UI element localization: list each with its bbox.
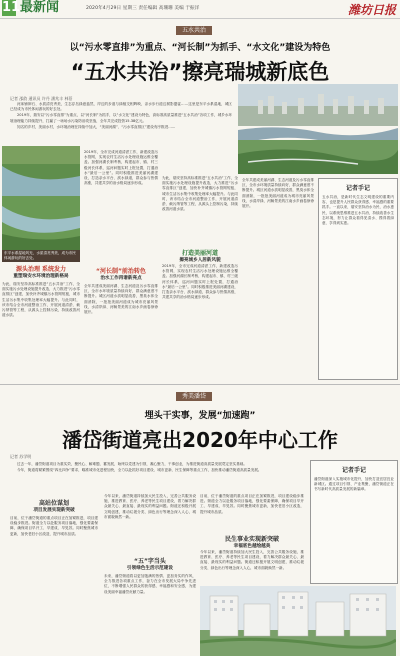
date-line: 2020年4月29日 星期三 责任编辑 高珊珊 美编 于振洋 <box>86 6 200 11</box>
story1-subhead1-title: 源头治理 系统发力 <box>15 266 67 273</box>
story1-subhead1-sub: 重塑瑞安水环境治理新格局 <box>13 274 69 279</box>
story1-col4-text: 全年共建成美丽河湖、生态河道及污水零直排区，全市水环境质量持续向好，群众满意度不断提升。城区河道水质明显改善，黑臭水体全面消除，一批批美丽河道成为城市亮丽风景线，水清岸绿、河畅景美的江南水乡画卷徐徐展开。 <box>242 178 314 209</box>
story2-subhead3-title: 民生事业实现新突破 <box>224 536 279 543</box>
story1-photo-city-river <box>238 84 398 174</box>
story2-lead2: 今年，街道将紧紧围绕“四比四争”要求，瞄准城市化进程加快，全力以赴抓好项目建设、城市更新、民生保障等重点工作，加快推动潘岱街道高质量发展。 <box>17 468 262 473</box>
story2-subhead1-sub: 项目发展实现新突破 <box>33 508 75 513</box>
story1-byline: 记者 邵韵 通讯员 许丹 潘兆丰 林蓓 <box>10 96 73 101</box>
story2-col2b-text: 未来，潘岱街道将以更加饱满的热情、更加务实的作风，全力推进各项重点工作，奋力在全市发展大局中争先进位，不断增强人民群众的获得感、幸福感和安全感，为建设美丽幸福潘岱贡献力量。 <box>104 574 196 594</box>
story1-sidebar <box>318 178 398 380</box>
story1-headline: “五水共治”擦亮瑞城新底色 <box>70 60 330 84</box>
story2-col3b-text: 今年以来，潘岱街道持续加大民生投入，完善公共服务设施，推进教育、医疗、养老等民生项目建设，着力解决群众最关心、最直接、最现实的利益问题。街道还积极开展文明创建，推动垃圾分类、绿色出行等理念深入人心，城市面貌焕然一新。 <box>200 550 304 570</box>
story1-subhead2 <box>84 266 158 281</box>
story1-col2b-text: 全年共建成美丽河湖、生态河道及污水零直排区，全市水环境质量持续向好，群众满意度不断提升。城区河道水质明显改善，黑臭水体全面消除，一批批美丽河道成为城市亮丽风景线，水清岸绿、河畅景美的江南水乡画卷徐徐展开。 <box>84 284 158 315</box>
story1-subhead2-sub: 治水工作再谱新亮点 <box>100 276 142 281</box>
page-header <box>0 0 400 19</box>
story2-sidebar <box>310 460 398 584</box>
story2-col3-text: 目前，位于潘岱街道的重点项目正在加紧推进，项目建设稳步推进。街道全力以赴服务项目落地，强化要素保障，确保项目早开工、早建成、早见效。同时聚焦城市更新，加快老旧小区改造，提升城市品质。 <box>200 494 304 514</box>
story2-subhead1 <box>10 498 98 513</box>
story2-sidebar-title: 记者手记 <box>341 467 366 474</box>
story1-col2-text: 2019年，全市完成河道清淤工作，新建改造污水管网，实现农村生活污水处理设施运维全覆盖。加强河湖长制考核，构建起市、镇、村三级河长体系，巡河问题实时上报处置，打通治水“最后一公里”。同时积极推进美丽河湖建设，打造亲水平台、滨水绿道，群众参与热情高涨，共建共享的治水格局逐步形成。 <box>84 150 158 186</box>
story1-col1-text: 为此，瑞安坚持高标准推进“五水共治”工作，全面实施污水处理设施提升改造，大力推进“污水零直排区”创建，加快补齐城镇污水管网短板，城市生活污水集中收集处理率大幅提升。与此同时，该市结合全市河道整治工作，开展河道清淤、截污纳管等工程，从源头上控制污染，持续改善河道水质。 <box>2 282 80 318</box>
story1-subhead1 <box>2 264 80 279</box>
story1-sidebar-text: 五水共治，是新时代生态文明建设的重要内容，也是提升人民群众获得感、幸福感的重要抓手。一直以来，瑞安坚持治水为民、治水惠民，以系统思维推进五水共治，持续改善水生态环境，努力让群众看得见清水、摸得着绿意、享得到实惠。 <box>322 195 394 226</box>
story1-photo-wetland <box>2 196 80 250</box>
masthead-logo: 潍坊日报 <box>347 3 396 17</box>
story1-kicker: 以“污水零直排”为重点、“河长制”为抓手、“水文化”建设为特色 <box>69 43 331 53</box>
story1-lead: 河床铺卵石、水质清亮秀美，生态浮岛绿意盎然，岸边的步道与绿植交相辉映，亲水步行道边树影婆娑……这里是东平水系湿地，城区已经成为市民休闲游玩的好去处。 <box>10 102 232 112</box>
story2-subhead2-title: “五”字当头 <box>134 558 166 565</box>
section-divider <box>0 384 400 385</box>
story2-sidebar-text: 潘岱街道深入实施城市化提升，加快打造宜居宜业新城区。通过项目引领、产业集聚，潘岱街道正在书写新时代高质量发展的新篇章。 <box>314 477 394 492</box>
story1-col3b-text: 2019年，全市完成河道清淤工作，新建改造污水管网，实现农村生活污水处理设施运维全覆盖。加强河湖长制考核，构建起市、镇、村三级河长体系，巡河问题实时上报处置，打通治水“最后一公里”。同时积极推进美丽河湖建设，打造亲水平台、滨水绿道，群众参与热情高涨，共建共享的治水格局逐步形成。 <box>162 264 238 300</box>
story2-subhead3-sub: 幸福底色越绘越美 <box>233 544 271 549</box>
page-number: 11 <box>2 0 21 15</box>
story2-kicker: 埋头干实事，发展“加速跑” <box>144 411 256 421</box>
story1-col3-text: 为此，瑞安坚持高标准推进“五水共治”工作，全面实施污水处理设施提升改造，大力推进“污水零直排区”创建，加快补齐城镇污水管网短板，城市生活污水集中收集处理率大幅提升。与此同时，该市结合全市河道整治工作，开展河道清淤、截污纳管等工程，从源头上控制污染，持续改善河道水质。 <box>162 176 238 212</box>
story1-sidebar-title: 记者手记 <box>345 185 370 192</box>
story1-subhead3 <box>162 248 238 263</box>
section-name: 最新闻 <box>20 0 60 15</box>
story1-subhead3-title: 打造美丽河道 <box>181 250 218 257</box>
story2-headline: 潘岱街道亮出2020年中心工作 <box>62 428 338 452</box>
story2-lead-block <box>10 462 306 488</box>
story2-photo-buildings <box>200 586 396 656</box>
story2-subhead3 <box>200 534 304 549</box>
story2-subhead1-title: 高站位谋划 <box>38 500 69 507</box>
story1-lead3: 知名的乡村，美丽水村，水环境治理在持续中加大，“美丽河湖”、“污水零直排区”建设有序推进…… <box>17 124 176 129</box>
story2-col2-text: 今年以来，潘岱街道持续加大民生投入，完善公共服务设施，推进教育、医疗、养老等民生项目建设，着力解决群众最关心、最直接、最现实的利益问题。街道还积极开展文明创建，推动垃圾分类、绿色出行等理念深入人心，城市面貌焕然一新。 <box>104 494 196 519</box>
story1-subhead2-title: “河长制”前治转色 <box>96 268 146 275</box>
story2-lead: 过去一年，潘岱街道项目为重实效，聚民心、解难题、蓄发展，始终以党建为引领，凝心聚力，干事创业，为推进街道高质量发展奠定坚实基础。 <box>17 462 247 466</box>
story1-lead-block <box>10 102 232 148</box>
story2-subhead2 <box>104 556 196 571</box>
story2-col1-text: 目前，位于潘岱街道的重点项目正在加紧推进，项目建设稳步推进。街道全力以赴服务项目落地，强化要素保障，确保项目早开工、早建成、早见效。同时聚焦城市更新，加快老旧小区改造，提升城市品质。 <box>10 516 98 536</box>
story2-byline: 记者 苏学明 <box>10 454 32 459</box>
story1-lead2: 2019年，瑞安以“污水零直排”为重点，以“河长制”为抓手，以“水文化”建设为特色，高标准高质量推进“五水共治”各项工作，城乡水环境治理能力持续提升，打赢了一场场水污染防治攻坚战，全年共完成投资15.38亿元。 <box>10 113 232 123</box>
story2-subhead2-sub: 引领绿色生活示范建设 <box>127 566 173 571</box>
story1-subhead3-sub: 擦亮城乡人居新风貌 <box>179 258 221 263</box>
story1-tag: 五水共治 <box>176 26 212 35</box>
story2-tag: 秀美潘岱 <box>176 392 212 401</box>
story1-photo-caption: 东平水系湿地风光，水质清亮秀美，成为市民休闲游玩的好去处。 <box>2 250 80 262</box>
